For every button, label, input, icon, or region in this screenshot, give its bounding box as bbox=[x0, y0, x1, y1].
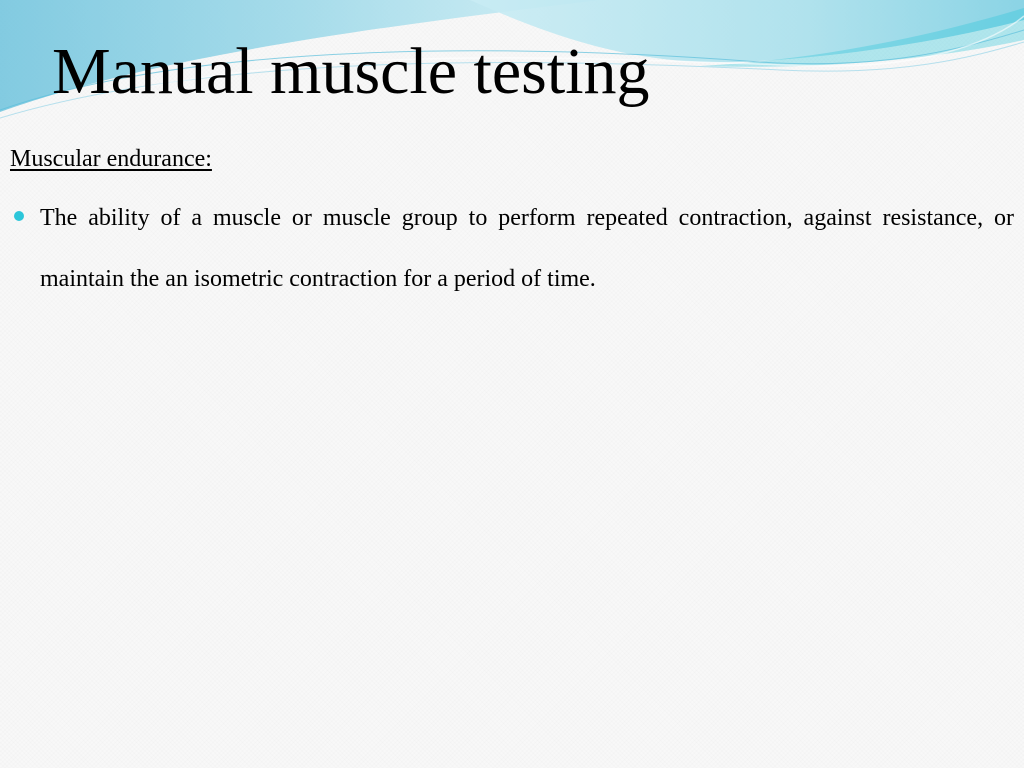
bullet-text: The ability of a muscle or muscle group to perform repeated contraction, against resistance, or maintain the an isometric contraction for a period of time. bbox=[40, 205, 1014, 292]
bullet-list bbox=[0, 188, 1024, 310]
slide-title: Manual muscle testing bbox=[52, 35, 650, 108]
section-heading: Muscular endurance: bbox=[10, 146, 212, 172]
bullet-icon bbox=[14, 211, 24, 221]
bullet-item bbox=[0, 188, 1024, 310]
